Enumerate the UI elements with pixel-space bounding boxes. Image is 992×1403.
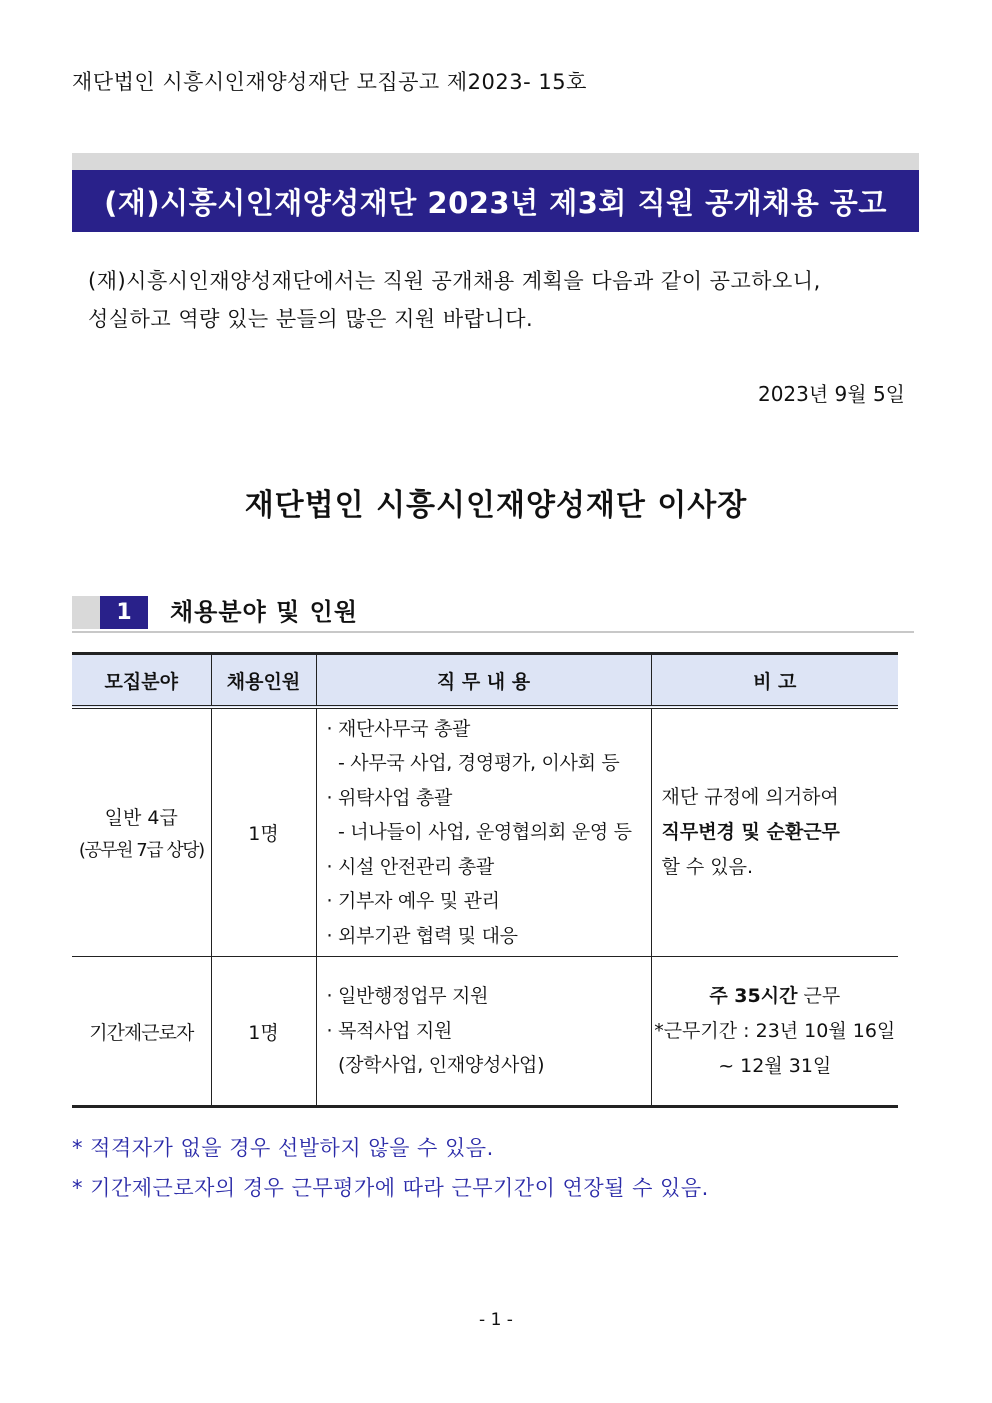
- duties-cell: [316, 707, 651, 957]
- announcement-title: [72, 170, 919, 232]
- duty-item: · 목적사업 지원: [326, 1019, 453, 1042]
- section-1-heading: [72, 593, 914, 633]
- signer: 재단법인 시흥시인재양성재단 이사장: [244, 488, 748, 523]
- field-grade-equivalent: (공무원 7급 상당): [78, 840, 204, 861]
- announcement-title-text: (재)시흥시인재양성재단 2023년 제3회 직원 공개채용 공고: [104, 185, 887, 220]
- duty-item: · 기부자 예우 및 관리: [326, 890, 500, 913]
- intro-line-2: 성실하고 역량 있는 분들의 많은 지원 바랍니다.: [88, 307, 534, 331]
- header-duties: 직 무 내 용: [316, 654, 651, 708]
- recruitment-table: [72, 652, 898, 1108]
- notes-cell: [651, 957, 898, 1107]
- page-number: - 1 -: [479, 1310, 513, 1330]
- notes-cell: [651, 707, 898, 957]
- section-1-title: 채용분야 및 인원: [170, 598, 358, 626]
- field-cell: [72, 707, 211, 957]
- duties-cell: [316, 957, 651, 1107]
- duty-item: · 재단사무국 총괄: [326, 717, 471, 740]
- footnotes: [72, 1128, 709, 1208]
- table-header-row: [72, 654, 898, 708]
- section-1-number: 1: [100, 596, 148, 629]
- note-line: 할 수 있음.: [661, 856, 754, 878]
- header-field: 모집분야: [72, 654, 211, 708]
- announcement-date: 2023년 9월 5일: [757, 382, 905, 406]
- note-line: *근무기간 : 23년 10월 16일: [654, 1019, 896, 1042]
- footnote: * 적격자가 없을 경우 선발하지 않을 수 있음.: [72, 1136, 494, 1160]
- duty-item: - 사무국 사업, 경영평가, 이사회 등: [326, 752, 620, 775]
- note-line-emphasis: 직무변경 및 순환근무: [661, 821, 840, 843]
- footnote: * 기간제근로자의 경우 근무평가에 따라 근무기간이 연장될 수 있음.: [72, 1176, 709, 1200]
- title-top-strip: [72, 153, 919, 170]
- duty-item: · 위탁사업 총괄: [326, 786, 453, 809]
- table-row: [72, 707, 898, 957]
- note-line: ~ 12월 31일: [718, 1054, 832, 1077]
- section-1-marker-bg: [72, 596, 100, 629]
- duty-item: · 외부기관 협력 및 대응: [326, 924, 518, 947]
- duty-item: · 일반행정업무 지원: [326, 985, 489, 1008]
- work-hours: 주 35시간: [709, 984, 798, 1007]
- count-cell: 1명: [211, 957, 316, 1107]
- duty-item: · 시설 안전관리 총괄: [326, 855, 494, 878]
- work-hours-suffix: 근무: [797, 984, 841, 1007]
- duty-item: - 너나들이 사업, 운영협의회 운영 등: [326, 821, 632, 844]
- header-notes: 비 고: [651, 654, 898, 708]
- table-row: [72, 957, 898, 1107]
- field-cell: 기간제근로자: [72, 957, 211, 1107]
- note-line: [652, 979, 899, 1014]
- count-cell: 1명: [211, 707, 316, 957]
- intro-line-1: (재)시흥시인재양성재단에서는 직원 공개채용 계획을 다음과 같이 공고하오니,: [88, 269, 821, 293]
- header-count: 채용인원: [211, 654, 316, 708]
- field-name: 일반 4급: [104, 807, 178, 829]
- notice-number: 재단법인 시흥시인재양성재단 모집공고 제2023- 15호: [72, 70, 587, 94]
- note-line: 재단 규정에 의거하여: [661, 786, 839, 808]
- intro-paragraph: [88, 262, 908, 338]
- duty-item: (장학사업, 인재양성사업): [326, 1054, 545, 1077]
